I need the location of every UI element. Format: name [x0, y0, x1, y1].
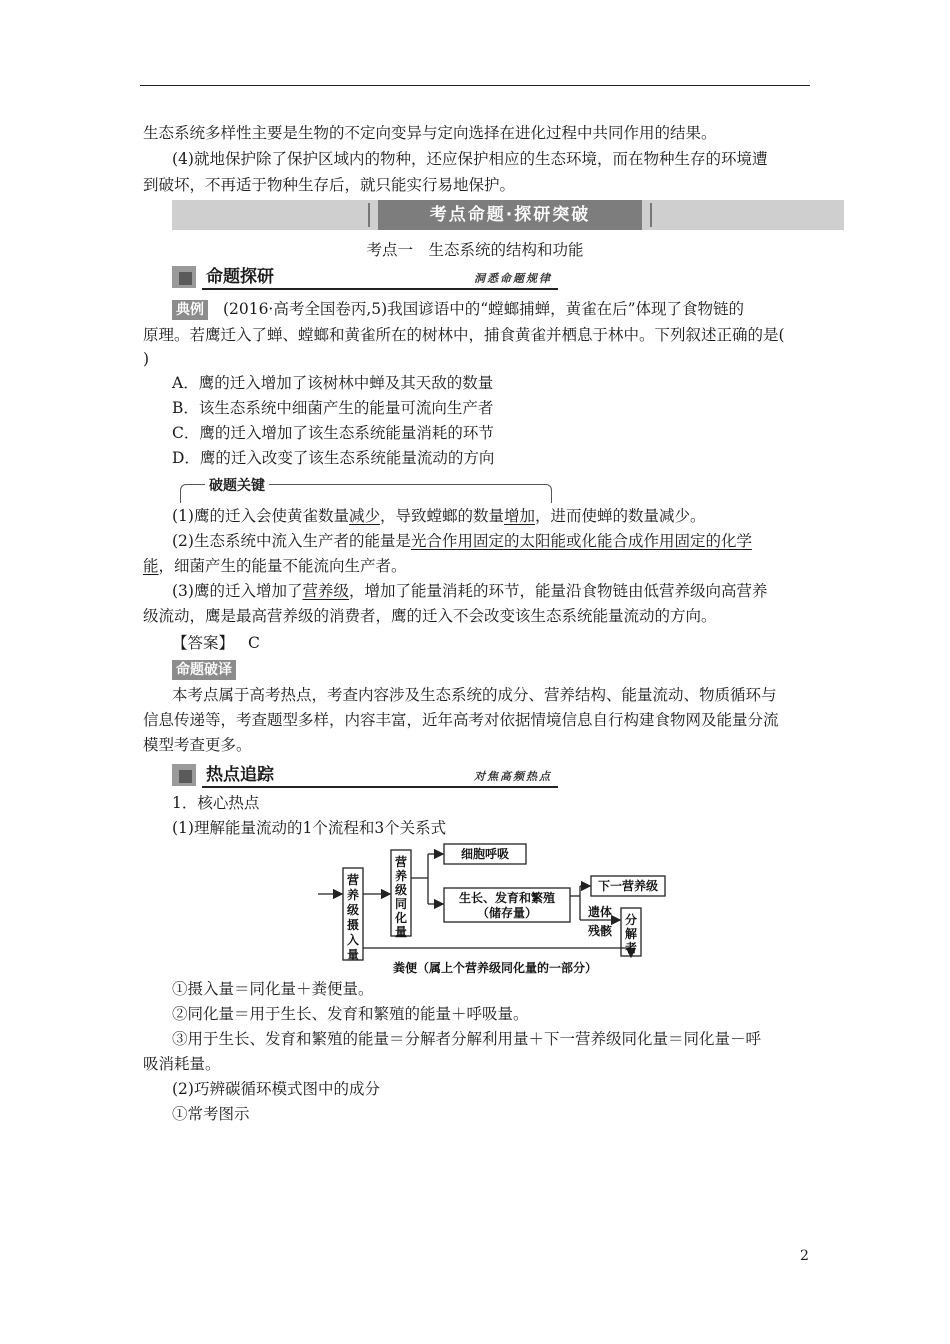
formula-3-cont: 吸消耗量。: [143, 1055, 221, 1073]
remains-text-2: 残骸: [587, 924, 613, 938]
hot-heading-2: (1)理解能量流动的1个流程和3个关系式: [172, 819, 447, 837]
section-rule: [202, 786, 558, 788]
banner-title: 考点命题·探研突破: [378, 200, 642, 230]
section-title: 命题探研: [206, 267, 274, 287]
section-title: 热点追踪: [206, 765, 274, 785]
diagram-char: 摄: [346, 918, 360, 932]
interpretation-line-3: 模型考查更多。: [143, 736, 252, 754]
intro-line-3: 到破坏，不再适于物种生存后，就只能实行易地保护。: [143, 176, 516, 194]
interpretation-heading: [172, 658, 236, 680]
header-rule: [140, 85, 810, 86]
section-banner: [172, 200, 844, 230]
answer-value: C: [248, 634, 260, 652]
interpretation-line-2: 信息传递等，考查题型多样，内容丰富，近年高考对依据情境信息自行构建食物网及能量分流: [143, 711, 779, 729]
topic-subtitle: 考点一 生态系统的结构和功能: [366, 241, 584, 259]
section-tag: 对焦高频热点: [474, 770, 552, 783]
diagram-char: 量: [346, 948, 360, 962]
formula-1: ①摄入量＝同化量＋粪便量。: [172, 980, 374, 998]
diagram-char: 入: [346, 933, 360, 947]
answer-line: [172, 632, 260, 654]
next-text: 下一营养级: [597, 879, 659, 893]
example-text-1: (2016·高考全国卷丙,5)我国谚语中的“螳螂捕蝉，黄雀在后”体现了食物链的: [222, 300, 745, 318]
assim-text: [394, 854, 407, 939]
key-box: [180, 478, 552, 503]
diagram-char: 营: [346, 873, 360, 887]
remains-text-1: 遗体: [587, 905, 613, 919]
interpretation-label: 命题破译: [172, 660, 236, 680]
hot-heading-1: 1．核心热点: [172, 794, 260, 812]
diagram-char: 养: [394, 869, 408, 883]
key-label: 破题关键: [205, 475, 269, 495]
hot-heading-3: (2)巧辨碳循环模式图中的成分: [172, 1080, 380, 1098]
section-square-inner-icon: [179, 272, 192, 285]
diagram-char: 营: [394, 855, 408, 869]
option-d: D．鹰的迁入改变了该生态系统能量流动的方向: [172, 449, 495, 467]
key-p3-cont: 级流动，鹰是最高营养级的消费者，鹰的迁入不会改变该生态系统能量流动的方向。: [143, 607, 717, 625]
diagram-char: 级: [394, 883, 408, 897]
diagram-char: 量: [394, 925, 408, 939]
energy-flow-diagram: [310, 838, 680, 978]
banner-right-tick: [650, 203, 652, 227]
section-tag: 洞悉命题规律: [474, 272, 552, 285]
example-line-3: ): [143, 350, 150, 368]
growth-text-1: 生长、发育和繁殖: [458, 891, 556, 905]
key-p2-cont: 能，细菌产生的能量不能流向生产者。: [143, 557, 407, 575]
key-p1: (1)鹰的迁入会使黄雀数量减少，导致螳螂的数量增加，进而使蝉的数量减少。: [172, 507, 706, 525]
feces-text: 粪便（属上个营养级同化量的一部分）: [392, 961, 598, 975]
key-p2: (2)生态系统中流入生产者的能量是光合作用固定的太阳能或化能合成作用固定的化学: [172, 532, 752, 550]
page-number: 2: [800, 1248, 809, 1264]
resp-text: 细胞呼吸: [460, 847, 510, 861]
intro-line-1: 生态系统多样性主要是生物的不定向变异与定向选择在进化过程中共同作用的结果。: [143, 124, 717, 142]
formula-2: ②同化量＝用于生长、发育和繁殖的能量＋呼吸量。: [172, 1005, 529, 1023]
intro-line-2: (4)就地保护除了保护区域内的物种，还应保护相应的生态环境，而在物种生存的环境遭: [172, 150, 768, 168]
interpretation-line-1: 本考点属于高考热点，考查内容涉及生态系统的成分、营养结构、能量流动、物质循环与: [172, 686, 777, 704]
decomp-text: [625, 912, 637, 955]
example-label: 典例: [172, 300, 208, 320]
key-p3: (3)鹰的迁入增加了营养级，增加了能量消耗的环节，能量沿食物链由低营养级向高营养: [172, 582, 768, 600]
hot-heading-4: ①常考图示: [172, 1105, 250, 1123]
diagram-char: 解: [624, 927, 638, 941]
diagram-char: 养: [346, 888, 360, 902]
growth-text-2: （储存量）: [476, 906, 538, 920]
answer-label: 【答案】: [172, 634, 235, 652]
diagram-char: 同: [394, 897, 408, 911]
banner-left-tick: [368, 203, 370, 227]
example-line-2: 原理。若鹰迁入了蝉、螳螂和黄雀所在的树林中，捕食黄雀并栖息于林中。下列叙述正确的是(: [143, 326, 785, 344]
section-bar-research: [172, 264, 558, 290]
diagram-char: 级: [346, 903, 360, 917]
diagram-char: 分: [624, 913, 638, 927]
formula-3: ③用于生长、发育和繁殖的能量＝分解者分解利用量＋下一营养级同化量＝同化量－呼: [172, 1030, 762, 1048]
section-square-inner-icon: [179, 770, 192, 783]
diagram-char: 者: [624, 941, 638, 955]
example-line-1: [172, 298, 744, 320]
section-bar-hotspot: [172, 762, 558, 788]
option-c: C．鹰的迁入增加了该生态系统能量消耗的环节: [172, 424, 494, 442]
option-b: B．该生态系统中细菌产生的能量可流向生产者: [172, 399, 494, 417]
section-rule: [202, 288, 558, 290]
diagram-char: 化: [394, 911, 408, 925]
option-a: A．鹰的迁入增加了该树林中蝉及其天敌的数量: [172, 374, 494, 392]
